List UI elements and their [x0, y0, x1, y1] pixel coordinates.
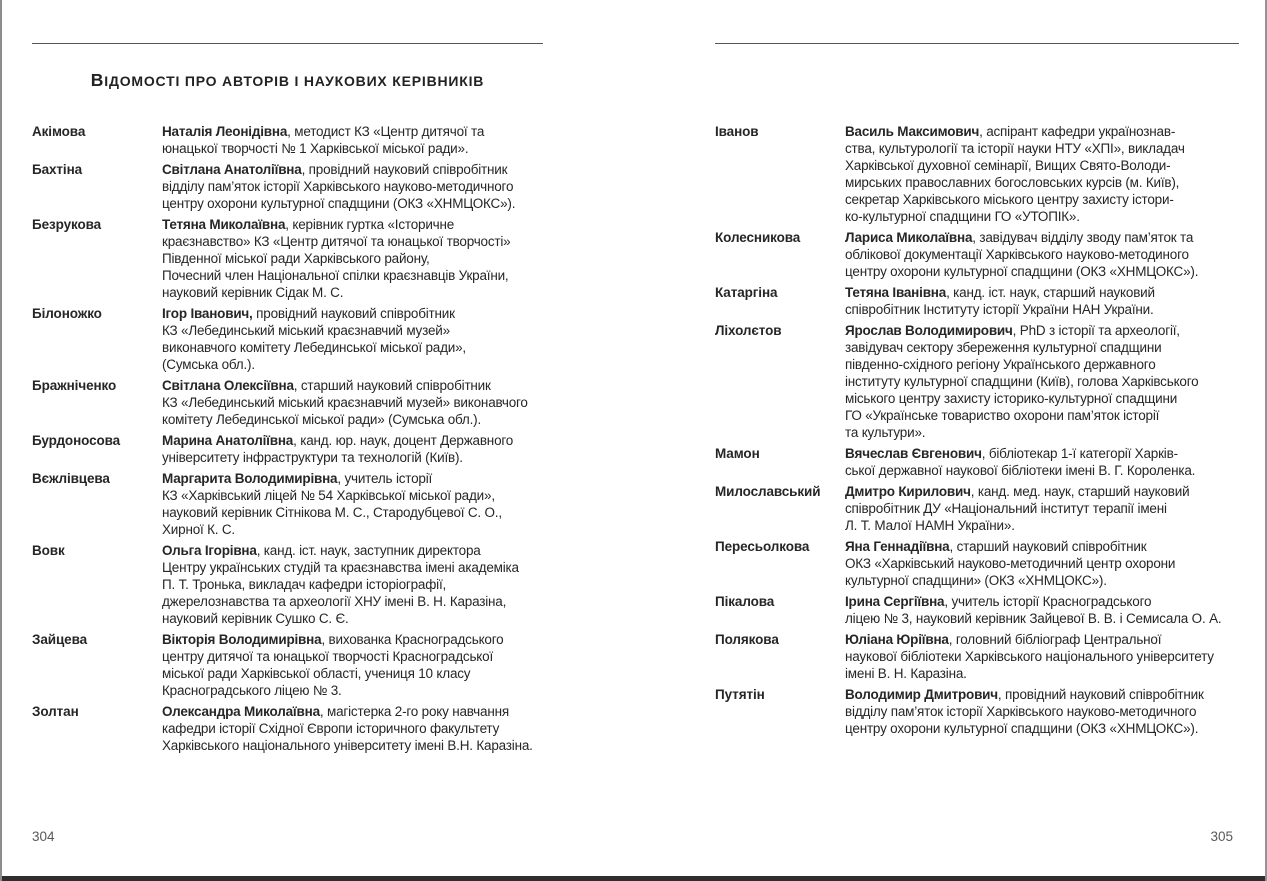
description-line: краєзнавство» КЗ «Центр дитячої та юнацької творчості»	[162, 234, 511, 249]
author-description	[845, 631, 1239, 682]
author-given-name: Василь Максимович	[845, 124, 980, 139]
author-description	[162, 216, 543, 301]
author-description	[162, 542, 543, 627]
description-line: Юліана Юріївна, головний бібліограф Центральної	[845, 632, 1162, 647]
description-line: ліцею № 3, науковий керівник Зайцевої В. В. і Семисала О. А.	[845, 611, 1222, 626]
author-surname: Зайцева	[32, 632, 88, 647]
description-line: завідувач сектору збереження культурної спадщини	[845, 340, 1162, 355]
description-line: Тетяна Іванівна, канд. іст. наук, старший науковий	[845, 285, 1155, 300]
author-entry	[715, 445, 1239, 479]
author-surname: Вєжлівцева	[32, 471, 110, 486]
author-description	[162, 305, 543, 373]
description-line: міської ради Харківської області, учениця 10 класу	[162, 666, 471, 681]
author-description	[845, 483, 1239, 534]
author-surname: Милославський	[715, 484, 821, 499]
author-description	[162, 631, 543, 699]
description-line: мирських православних богословських курсів (м. Київ),	[845, 175, 1180, 190]
description-line: облікової документації Харківського науково-методиного	[845, 247, 1189, 262]
author-surname: Безрукова	[32, 217, 102, 232]
author-description	[845, 322, 1239, 441]
description-line: співробітник ДУ «Національний інститут терапії імені	[845, 501, 1167, 516]
author-surname: Білоножко	[32, 306, 102, 321]
author-surname: Золтан	[32, 704, 79, 719]
description-line: науковий керівник Сідак М. С.	[162, 285, 344, 300]
description-line: центру охорони культурної спадщини (ОКЗ «ХНМЦОКС»).	[162, 196, 516, 211]
author-surname: Пікалова	[715, 594, 775, 609]
description-line: Хирної К. С.	[162, 522, 235, 537]
description-line: співробітник Інституту історії України НАН України.	[845, 302, 1154, 317]
description-line: Ольга Ігорівна, канд. іст. наук, заступник директора	[162, 543, 481, 558]
author-surname: Колесникова	[715, 230, 801, 245]
description-line: науковий керівник Сушко С. Є.	[162, 611, 349, 626]
author-description	[845, 123, 1239, 225]
author-entry	[32, 216, 543, 301]
description-line: Світлана Олексіївна, старший науковий співробітник	[162, 378, 491, 393]
description-line: імені В. Н. Каразіна.	[845, 666, 967, 681]
description-line: культурної спадщини» (ОКЗ «ХНМЦОКС»).	[845, 573, 1107, 588]
description-line: Яна Геннадіївна, старший науковий співробітник	[845, 539, 1147, 554]
description-line: КЗ «Лебединський міський краєзнавчий музей»	[162, 323, 450, 338]
description-line: центру охорони культурної спадщини (ОКЗ «ХНМЦОКС»).	[845, 264, 1199, 279]
description-line: та культури».	[845, 425, 926, 440]
author-surname: Бурдоносова	[32, 433, 121, 448]
page-title: ВІДОМОСТІ ПРО АВТОРІВ І НАУКОВИХ КЕРІВНИКІВ	[90, 70, 485, 90]
description-line: Почесний член Національної спілки краєзнавців України,	[162, 268, 509, 283]
description-line: комітету Лебединської міської ради» (Сумська обл.).	[162, 412, 482, 427]
author-entry	[32, 123, 543, 157]
author-entry	[715, 538, 1239, 589]
author-description	[845, 538, 1239, 589]
description-line: міського центру захисту історико-культурної спадщини	[845, 391, 1178, 406]
author-given-name: Вікторія Володимирівна	[162, 632, 322, 647]
author-description	[845, 686, 1239, 737]
authors-list-left	[32, 123, 543, 758]
author-entry	[32, 631, 543, 699]
page-left	[32, 43, 543, 753]
author-entry	[32, 161, 543, 212]
author-given-name: Ірина Сергіївна	[845, 594, 945, 609]
description-line: Наталія Леонідівна, методист КЗ «Центр дитячої та	[162, 124, 485, 139]
description-line: Вячеслав Євгенович, бібліотекар 1-ї категорії Харків-	[845, 446, 1178, 461]
author-given-name: Марина Анатоліївна	[162, 433, 294, 448]
author-entry	[715, 631, 1239, 682]
description-line: юнацької творчості № 1 Харківської міської ради».	[162, 141, 469, 156]
description-line: ГО «Українське товариство охорони пам’яток історії	[845, 408, 1160, 423]
author-description	[162, 432, 543, 466]
description-line: ОКЗ «Харківський науково-методичний центр охорони	[845, 556, 1176, 571]
author-entry	[715, 593, 1239, 627]
description-line: кафедри історії Східної Європи історичного факультету	[162, 721, 500, 736]
description-line: (Сумська обл.).	[162, 357, 255, 372]
author-surname: Ліхолєтов	[715, 323, 782, 338]
description-line: Красноградського ліцею № 3.	[162, 683, 342, 698]
author-description	[845, 229, 1239, 280]
description-line: Ярослав Володимирович, PhD з історії та археології,	[845, 323, 1180, 338]
author-description	[162, 470, 543, 538]
author-given-name: Яна Геннадіївна	[845, 539, 950, 554]
description-line: відділу пам’яток історії Харківського науково-методичного	[162, 179, 514, 194]
author-given-name: Маргарита Володимирівна	[162, 471, 338, 486]
description-line: Маргарита Володимирівна, учитель історії	[162, 471, 433, 486]
description-line: КЗ «Лебединський міський краєзнавчий музей» виконавчого	[162, 395, 528, 410]
description-line: інституту культурної спадщини (Київ), голова Харківського	[845, 374, 1199, 389]
author-given-name: Наталія Леонідівна	[162, 124, 288, 139]
author-entry	[32, 470, 543, 538]
author-given-name: Тетяна Миколаївна	[162, 217, 286, 232]
page-right	[715, 43, 1239, 736]
bottom-edge-bar	[2, 876, 1265, 881]
description-line: Лариса Миколаївна, завідувач відділу зводу пам’яток та	[845, 230, 1194, 245]
author-surname: Іванов	[715, 124, 759, 139]
author-surname: Акімова	[32, 124, 86, 139]
description-line: ко-культурної спадщини ГО «УТОПІК».	[845, 209, 1080, 224]
author-description	[845, 593, 1239, 627]
author-entry	[715, 483, 1239, 534]
author-description	[162, 123, 543, 157]
description-line: центру дитячої та юнацької творчості Красноградської	[162, 649, 494, 664]
description-line: КЗ «Харківський ліцей № 54 Харківської міської ради»,	[162, 488, 495, 503]
author-given-name: Дмитро Кирилович	[845, 484, 971, 499]
author-entry	[715, 284, 1239, 318]
page-number-left: 304	[32, 829, 55, 844]
description-line: джерелознавства та археології ХНУ імені В. Н. Каразіна,	[162, 594, 507, 609]
author-entry	[715, 123, 1239, 225]
description-line: південно-східного регіону Українського державного	[845, 357, 1156, 372]
author-given-name: Ольга Ігорівна	[162, 543, 257, 558]
author-entry	[715, 686, 1239, 737]
author-entry	[32, 703, 543, 754]
author-surname: Бахтіна	[32, 162, 83, 177]
description-line: Центру українських студій та краєзнавства імені академіка	[162, 560, 519, 575]
author-surname: Путятін	[715, 687, 765, 702]
description-line: Олександра Миколаївна, магістерка 2-го року навчання	[162, 704, 509, 719]
description-line: П. Т. Тронька, викладач кафедри історіографії,	[162, 577, 447, 592]
author-given-name: Володимир Дмитрович	[845, 687, 998, 702]
description-line: Тетяна Миколаївна, керівник гуртка «Історичне	[162, 217, 455, 232]
description-line: Л. Т. Малої НАМН України».	[845, 518, 1015, 533]
description-line: секретар Харківського міського центру захисту істори-	[845, 192, 1174, 207]
description-line: ства, культурології та історії науки НТУ «ХПІ», викладач	[845, 141, 1185, 156]
author-description	[162, 703, 543, 754]
description-line: Світлана Анатоліївна, провідний науковий співробітник	[162, 162, 508, 177]
author-entry	[32, 542, 543, 627]
authors-list-right	[715, 123, 1239, 741]
description-line: центру охорони культурної спадщини (ОКЗ «ХНМЦОКС»).	[845, 721, 1199, 736]
author-given-name: Юліана Юріївна	[845, 632, 949, 647]
author-given-name: Ігор Іванович,	[162, 306, 253, 321]
description-line: Харківської духовної семінарії, Вищих Свято-Володи-	[845, 158, 1171, 173]
page-number-right: 305	[1210, 829, 1233, 844]
header-rule-right	[715, 43, 1239, 44]
author-description	[845, 445, 1239, 479]
author-given-name: Світлана Анатоліївна	[162, 162, 302, 177]
author-given-name: Ярослав Володимирович	[845, 323, 1013, 338]
description-line: Ірина Сергіївна, учитель історії Красноградського	[845, 594, 1152, 609]
description-line: відділу пам’яток історії Харківського науково-методичного	[845, 704, 1197, 719]
description-line: ської державної наукової бібліотеки імені В. Г. Короленка.	[845, 463, 1196, 478]
author-entry	[32, 305, 543, 373]
author-surname: Полякова	[715, 632, 779, 647]
author-entry	[715, 229, 1239, 280]
author-given-name: Світлана Олексіївна	[162, 378, 294, 393]
description-line: Василь Максимович, аспірант кафедри українознав-	[845, 124, 1176, 139]
author-given-name: Тетяна Іванівна	[845, 285, 947, 300]
author-description	[162, 377, 543, 428]
author-entry	[32, 432, 543, 466]
author-entry	[715, 322, 1239, 441]
header-rule-left	[32, 43, 543, 44]
description-line: наукової бібліотеки Харківського національного університету	[845, 649, 1214, 664]
author-description	[845, 284, 1239, 318]
author-surname: Пересьолкова	[715, 539, 810, 554]
author-given-name: Лариса Миколаївна	[845, 230, 973, 245]
description-line: Харківського національного університету імені В.Н. Каразіна.	[162, 738, 533, 753]
author-surname: Бражніченко	[32, 378, 117, 393]
description-line: Дмитро Кирилович, канд. мед. наук, старший науковий	[845, 484, 1190, 499]
author-surname: Мамон	[715, 446, 760, 461]
description-line: Володимир Дмитрович, провідний науковий співробітник	[845, 687, 1204, 702]
author-surname: Вовк	[32, 543, 65, 558]
author-given-name: Олександра Миколаївна	[162, 704, 320, 719]
author-surname: Катаргіна	[715, 285, 778, 300]
author-description	[162, 161, 543, 212]
description-line: Вікторія Володимирівна, вихованка Красноградського	[162, 632, 504, 647]
description-line: університету інфраструктури та технологій (Київ).	[162, 450, 463, 465]
description-line: Південної міської ради Харківського району,	[162, 251, 430, 266]
author-given-name: Вячеслав Євгенович	[845, 446, 982, 461]
description-line: виконавчого комітету Лебединської міської ради»,	[162, 340, 466, 355]
description-line: Ігор Іванович, провідний науковий співробітник	[162, 306, 455, 321]
description-line: Марина Анатоліївна, канд. юр. наук, доцент Державного	[162, 433, 514, 448]
description-line: науковий керівник Сітнікова М. С., Стародубцевої С. О.,	[162, 505, 502, 520]
author-entry	[32, 377, 543, 428]
